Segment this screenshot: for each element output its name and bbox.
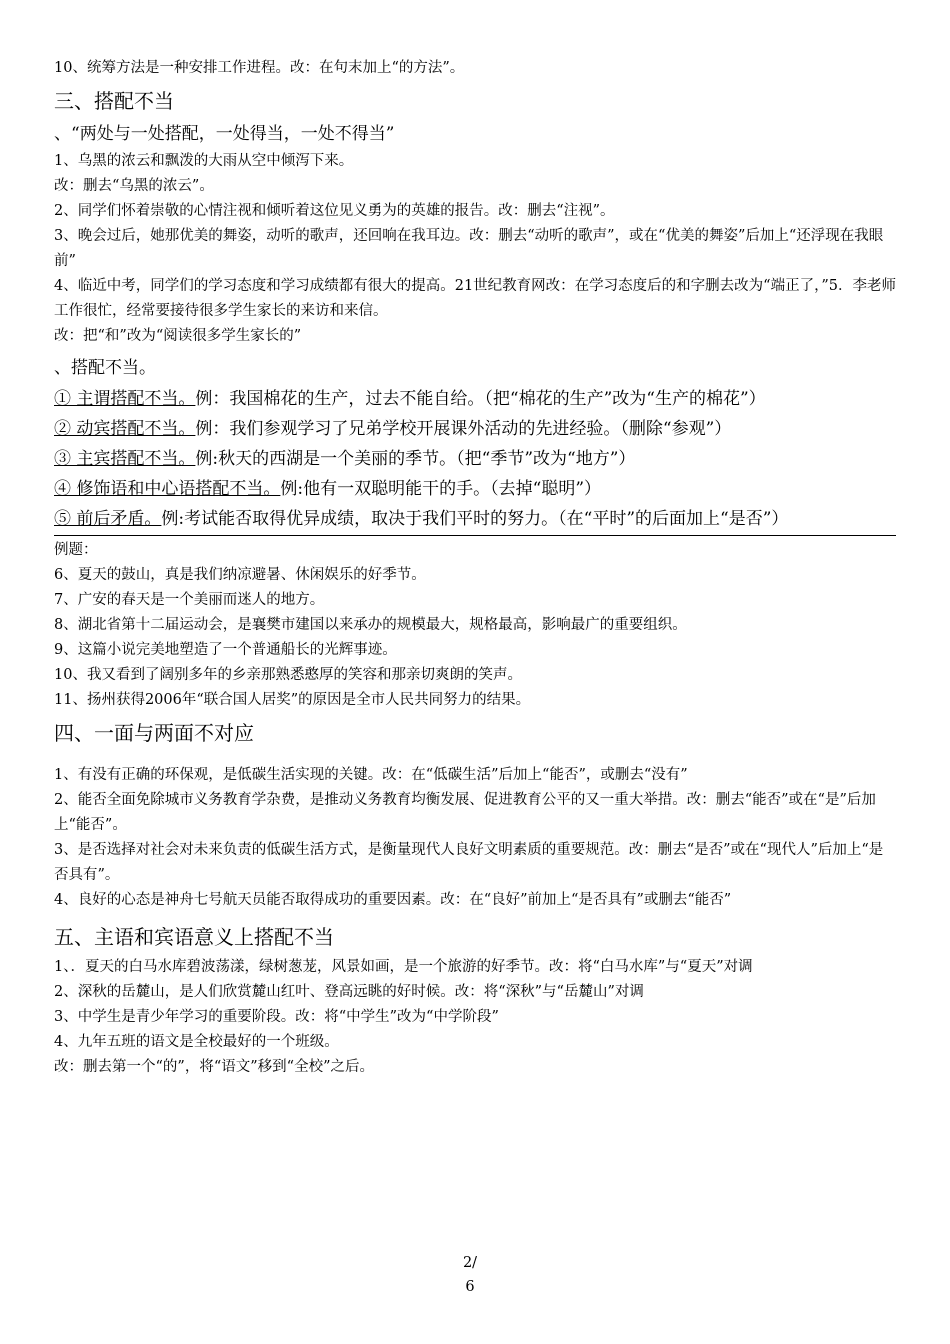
rule-item-1 [54, 385, 896, 413]
section3-title: 三、搭配不当 [54, 89, 174, 113]
s3-line: 改：删去“乌黑的浓云”。 [54, 178, 214, 194]
rule-item-5 [54, 505, 896, 533]
rule-text: 例:他有一双聪明能干的手。（去掉“聪明”） [280, 479, 602, 499]
rule-text: 例：我国棉花的生产，过去不能自给。（把“棉花的生产”改为“生产的棉花”） [195, 389, 766, 409]
s3-line: 4、临近中考，同学们的学习态度和学习成绩都有很大的提高。21世纪教育网改：在学习态度后的和字删去改为“端正了，”5．李老师工作很忙，经常要接待很多学生家长的来访和来信。 [54, 278, 896, 319]
rule-label: ④ 修饰语和中心语搭配不当。 [54, 479, 281, 499]
page-number-bottom: 6 [465, 1279, 475, 1295]
s4-line: 2、能否全面免除城市义务教育学杂费，是推动义务教育均衡发展、促进教育公平的又一重大举措。改：删去“能否”或在“是”后加上“能否”。 [54, 792, 876, 833]
s5-line: 改：删去第一个“的”，将“语文”移到“全校”之后。 [54, 1059, 374, 1075]
example-line: 8、湖北省第十二届运动会，是襄樊市建国以来承办的规模最大，规格最高，影响最广的重要组织。 [54, 617, 687, 633]
s5-line: 2、深秋的岳麓山，是人们欣赏麓山红叶、登高远眺的好时候。改：将“深秋”与“岳麓山”对调 [54, 984, 644, 1000]
s4-line: 3、是否选择对社会对未来负责的低碳生活方式，是衡量现代人良好文明素质的重要规范。改：删去“是否”或在“现代人”后加上“是否具有”。 [54, 842, 884, 883]
rule-label: ① 主谓搭配不当。 [54, 389, 196, 409]
s5-line: 4、九年五班的语文是全校最好的一个班级。 [54, 1034, 339, 1050]
section4-title: 四、一面与两面不对应 [54, 721, 254, 745]
s5-line: 3、中学生是青少年学习的重要阶段。改：将“中学生”改为“中学阶段” [54, 1009, 499, 1025]
rule-item-4 [54, 475, 896, 503]
rule-text: 例:考试能否取得优异成绩，取决于我们平时的努力。（在“平时”的后面加上“是否”） [161, 509, 789, 529]
rule-item-2 [54, 415, 896, 443]
s3-line: 改：把“和”改为“阅读很多学生家长的” [54, 328, 302, 344]
example-line: 6、夏天的鼓山，真是我们纳凉避暑、休闲娱乐的好季节。 [54, 567, 426, 583]
rule-label: ⑤ 前后矛盾。 [54, 509, 162, 529]
s5-line: 1、．夏天的白马水库碧波荡漾，绿树葱茏，风景如画，是一个旅游的好季节。改：将“白马水库”与“夏天”对调 [54, 959, 753, 975]
rule-item-3 [54, 445, 896, 473]
rule-text: 例：我们参观学习了兄弟学校开展课外活动的先进经验。（删除“参观”） [195, 419, 732, 439]
s4-line: 4、良好的心态是神舟七号航天员能否取得成功的重要因素。改：在“良好”前加上“是否具有”或删去“能否” [54, 892, 732, 908]
s3-line: 2、同学们怀着崇敬的心情注视和倾听着这位见义勇为的英雄的报告。改：删去“注视”。 [54, 203, 615, 219]
rule-text: 例:秋天的西湖是一个美丽的季节。（把“季节”改为“地方”） [195, 449, 636, 469]
s4-line: 1、有没有正确的环保观，是低碳生活实现的关键。改：在“低碳生活”后加上“能否”，或删去“没有” [54, 767, 688, 783]
examples-label: 例题： [54, 542, 98, 558]
intro-line: 10、统筹方法是一种安排工作进程。改：在句末加上“的方法”。 [54, 60, 465, 76]
example-line: 11、扬州获得2006年“联合国人居奖”的原因是全市人民共同努力的结果。 [54, 692, 531, 708]
page-number-top: 2/ [462, 1255, 478, 1271]
rule-label: ② 动宾搭配不当。 [54, 419, 196, 439]
document-page [54, 56, 896, 1080]
s3-line: 3、晚会过后，她那优美的舞姿，动听的歌声，还回响在我耳边。改：删去“动听的歌声”，或在“优美的舞姿”后加上“还浮现在我眼前” [54, 228, 884, 269]
s3-line: 1、乌黑的浓云和飘泼的大雨从空中倾泻下来。 [54, 153, 354, 169]
example-line: 10、我又看到了阔别多年的乡亲那熟悉憨厚的笑容和那亲切爽朗的笑声。 [54, 667, 522, 683]
page-number [450, 1251, 490, 1299]
horizontal-rule [54, 535, 896, 536]
rule-label: ③ 主宾搭配不当。 [54, 449, 196, 469]
section3-subtitle1: 、“两处与一处搭配，一处得当，一处不得当” [54, 124, 395, 144]
example-line: 9、这篇小说完美地塑造了一个普通船长的光辉事迹。 [54, 642, 397, 658]
example-line: 7、广安的春天是一个美丽而迷人的地方。 [54, 592, 325, 608]
section5-title: 五、主语和宾语意义上搭配不当 [54, 925, 334, 949]
section3-subtitle2: 、搭配不当。 [54, 358, 156, 378]
